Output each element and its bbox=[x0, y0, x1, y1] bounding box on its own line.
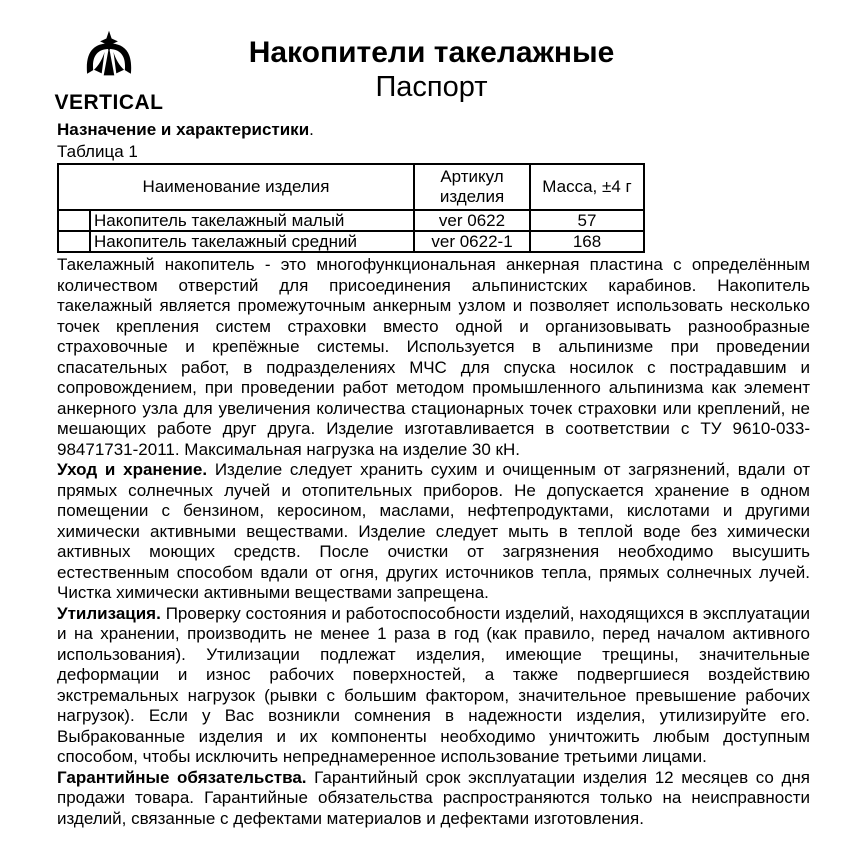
product-article-cell: ver 0622-1 bbox=[414, 231, 530, 252]
warranty-lead: Гарантийные обязательства. bbox=[57, 767, 307, 787]
disposal-paragraph bbox=[57, 604, 810, 768]
row-index-cell bbox=[58, 231, 90, 252]
product-name-cell: Накопитель такелажный средний bbox=[90, 231, 414, 252]
table-header-row bbox=[58, 164, 644, 210]
product-article-cell: ver 0622 bbox=[414, 210, 530, 231]
warranty-text: Гарантийный срок эксплуатации изделия 12 месяцев со дня продажи товара. Гарантийные обязательства распространяются только на неисправности изделий, связанные с дефектами материалов и дефектами изготовления. bbox=[57, 767, 810, 828]
product-mass-cell: 168 bbox=[530, 231, 644, 252]
document-subtitle: Паспорт bbox=[375, 71, 488, 103]
care-text: Изделие следует хранить сухим и очищенным от загрязнений, вдали от прямых солнечных лучей и отопительных приборов. Не допускается хранение в одном помещении с бензином, керосином, маслами, нефтепродуктами, кислотами и другими химически активными веществами. Изделие следует мыть в теплой воде без химически активных моющих средств. После очистки от загрязнения необходимо высушить естественным способом вдали от огня, других источников тепла, прямых солнечных лучей. Чистка химически активными веществами запрещена. bbox=[57, 460, 810, 602]
table-caption: Таблица 1 bbox=[57, 142, 138, 161]
purpose-section-heading bbox=[57, 119, 810, 141]
description-paragraph bbox=[57, 255, 810, 460]
row-index-cell bbox=[58, 210, 90, 231]
table-row bbox=[58, 210, 644, 231]
warranty-paragraph bbox=[57, 768, 810, 830]
document-title: Накопители такелажные bbox=[248, 36, 615, 69]
column-header-name: Наименование изделия bbox=[58, 164, 414, 210]
products-table bbox=[57, 163, 645, 253]
purpose-heading-period: . bbox=[309, 120, 314, 139]
care-lead: Уход и хранение. bbox=[57, 460, 208, 479]
disposal-text: Проверку состояния и работоспособности изделий, находящихся в эксплуатации и на хранении, производить не менее 1 раза в год (как правило, перед началом активного использования). Утилизации подлежат изделия, имеющие трещины, значительные деформации и износ рабочих поверхностей, а также подвергшиеся воздействию экстремальных нагрузок (рывки с большим фактором, значительное превышение рабочих нагрузок). Если у Вас возникли сомнения в надежности изделия, утилизируйте его. Выбракованные изделия и их компоненты необходимо уничтожить любым доступным способом, чтобы исключить непреднамеренное использование третьими лицами. bbox=[57, 603, 811, 766]
logo-wordmark: VERTICAL bbox=[54, 91, 164, 114]
description-text: Такелажный накопитель - это многофункциональная анкерная пластина с определённым количеством отверстий для присоединения альпинистских карабинов. Накопитель такелажный является промежуточным анкерным узлом и позволяет использовать несколько точек крепления систем страховки вместо одной и организовывать разнообразные страховочные и крепёжные системы. Используется в альпинизме при проведении спасательных работ, в подразделениях МЧС для спуска носилок с пострадавшим и сопровождением, при проведении работ методом промышленного альпинизма как элемент анкерного узла для увеличения количества стационарных точек страховки или креплений, не мешающих работе друг друга. Изделие изготавливается в соответствии с ТУ 9610-033-98471731-2011. Максимальная нагрузка на изделие 30 кН. bbox=[57, 255, 810, 459]
table-row bbox=[58, 231, 644, 252]
product-name-cell: Накопитель такелажный малый bbox=[90, 210, 414, 231]
document-body bbox=[57, 119, 810, 829]
care-paragraph bbox=[57, 460, 810, 604]
column-header-mass: Масса, ±4 г bbox=[530, 164, 644, 210]
disposal-lead: Утилизация. bbox=[57, 603, 161, 623]
product-mass-cell: 57 bbox=[530, 210, 644, 231]
title-block bbox=[0, 36, 863, 105]
column-header-article: Артикул изделия bbox=[414, 164, 530, 210]
purpose-heading-text: Назначение и характеристики bbox=[57, 120, 310, 139]
